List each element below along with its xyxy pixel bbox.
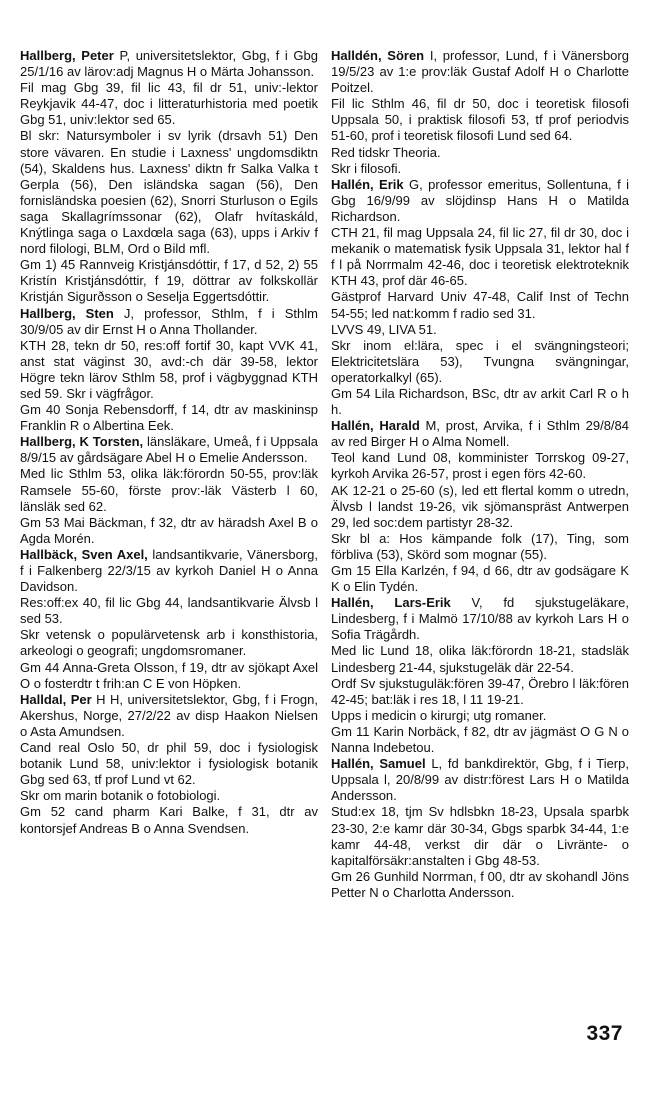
entry-paragraph (331, 289, 629, 321)
entry-paragraph (20, 402, 318, 434)
entry-paragraph (331, 676, 629, 708)
entry-text: Res:off:ex 40, fil lic Gbg 44, landsantikvarie Älvsb l sed 53. (20, 595, 318, 627)
entry-name: Hallén, Erik (331, 176, 404, 192)
entry-text: Skr vetensk o populärvetensk arb i konsthistoria, arkeologi o geografi; ungdomsromaner. (20, 627, 318, 659)
entry-text: Skr i filosofi. (331, 160, 402, 176)
entry-paragraph (331, 708, 629, 724)
entry-name: Hallberg, Sten (20, 305, 114, 321)
entry-paragraph (331, 869, 629, 901)
entry-text: J, professor, Sthlm, f i Sthlm 30/9/05 av dir Ernst H o Anna Thollander. (20, 305, 318, 337)
entry-text: Gm 11 Karin Norbäck, f 82, dtr av jägmäst O G N o Nanna Indebetou. (331, 723, 629, 756)
entry-text: Gm 44 Anna-Greta Olsson, f 19, dtr av sjökapt Axel O o fosterdtr t frih:an C E von Höpken. (20, 659, 318, 691)
entry-text: Gm 1) 45 Rannveig Kristjánsdóttir, f 17, d 52, 2) 55 Kristín Kristjánsdóttir, f 19, döttrar av folkskollär Kristján Sigurðsson o Seselja Eggertsdóttir. (20, 257, 318, 305)
entry-heading-paragraph (331, 418, 629, 450)
entry-text: länsläkare, Umeå, f i Uppsala 8/9/15 av gårdsägare Abel H o Emelie Andersson. (20, 434, 318, 466)
entry-text: Teol kand Lund 08, komminister Torrskog 09-27, kyrkoh Arvika 26-57, prost i egen förs 42-60. (331, 450, 629, 482)
entry-heading-paragraph (20, 692, 318, 740)
entry-heading-paragraph (20, 434, 318, 466)
page-number: 337 (586, 1022, 623, 1045)
entry-text: H H, universitetslektor, Gbg, f i Frogn, Akershus, Norge, 27/2/22 av disp Haakon Nielsen o Asta Amundsen. (20, 691, 319, 739)
entry-text: I, professor, Lund, f i Vänersborg 19/5/23 av 1:e prov:läk Gustaf Adolf H o Charlotte Poitzel. (331, 48, 629, 96)
entry-heading-paragraph (331, 756, 629, 804)
entry-paragraph (20, 595, 318, 627)
entry-text: AK 12-21 o 25-60 (s), led ett flertal komm o utredn, Älvsb l landst 19-26, vik sjömanspräst Antwerpen 29, led soc:dem partistyr 28-32. (331, 482, 629, 530)
entry-text: KTH 28, tekn dr 50, res:off fortif 30, kapt VVK 41, anst stat väginst 30, avd:-ch där 39-58, lektor Högre tekn lärov Sthlm 58, prof i vägbyggnad KTH sed 59. Skr i vägfrågor. (20, 337, 318, 401)
entry-paragraph (20, 338, 318, 402)
entry-text: Gm 15 Ella Karlzén, f 94, d 66, dtr av godsägare K K o Elin Tydén. (331, 563, 629, 595)
entry-paragraph (331, 145, 629, 161)
entry-paragraph (331, 643, 629, 675)
entry-paragraph (20, 257, 318, 305)
entry-paragraph (331, 804, 629, 868)
entry-paragraph (20, 627, 318, 659)
entry-paragraph (20, 80, 318, 128)
entry-text: Med lic Sthlm 53, olika läk:förordn 50-55, prov:läk Ramsele 55-60, förste prov:-läk Västerb l 60, länsläk sed 62. (20, 466, 318, 514)
entry-heading-paragraph (331, 177, 629, 225)
entry-name: Hallén, Harald (331, 418, 420, 434)
entry-text: Skr bl a: Hos kämpande folk (17), Ting, som förbliva (53), Skörd som mognar (55). (331, 530, 629, 562)
entry-text: Fil lic Sthlm 46, fil dr 50, doc i teoretisk filosofi Uppsala 50, i praktisk filosofi 53, tf prof periodvis 51-60, prof i teoretisk filosofi Lund sed 64. (331, 96, 629, 144)
entry-text: M, prost, Arvika, f i Sthlm 29/8/84 av red Birger H o Alma Nomell. (331, 418, 630, 450)
entry-name: Hallberg, Peter (20, 48, 114, 63)
entry-text: V, fd sjukstugeläkare, Lindesberg, f i Malmö 17/10/88 av kyrkoh Lars H o Sofia Trägårdh. (331, 595, 629, 643)
entry-text: Gm 26 Gunhild Norrman, f 00, dtr av skohandl Jöns Petter N o Charlotta Andersson. (331, 868, 629, 900)
entry-paragraph (331, 96, 629, 144)
left-column (20, 48, 318, 837)
entry-paragraph (20, 740, 318, 788)
entry-text: Gm 40 Sonja Rebensdorff, f 14, dtr av maskininsp Franklin R o Albertina Eek. (20, 402, 318, 434)
entry-text: Gm 53 Mai Bäckman, f 32, dtr av häradsh Axel B o Agda Morén. (20, 514, 318, 546)
entry-paragraph (331, 322, 629, 338)
entry-text: Stud:ex 18, tjm Sv hdlsbkn 18-23, Upsala sparbk 23-30, 2:e kamr där 30-34, Gbgs sparbk 34-44, 1:e kamr 44-48, verkst dir där o Livränte- o kapitalförsäkr:anstalten i Gbg 48-53. (331, 804, 629, 868)
entry-text: G, professor emeritus, Sollentuna, f i Gbg 16/9/99 av slöjdinsp Hans H o Matilda Richardson. (331, 176, 629, 224)
entry-name: Hallbäck, Sven Axel, (20, 546, 148, 562)
entry-name: Hallberg, K Torsten, (20, 434, 144, 450)
entry-paragraph (331, 225, 629, 289)
entry-text: Bl skr: Natursymboler i sv lyrik (drsavh 51) Den store vävaren. En studie i Laxness' ungdomsdiktn (54), Skaldens hus. Laxness' diktn fr Salka Valka t Gerpla (56), Den isländska sagan (56), Den fornisländska poesien (62), Snorri Sturluson o Egils saga Skallagrímssonar (62), Olafr hvítaskáld, Knýtlinga saga o Laxdœla saga (63), upps i Arkiv f nord filologi, BLM, Ord o Bild mfl. (20, 128, 318, 257)
entry-text: Cand real Oslo 50, dr phil 59, doc i fysiologisk botanik Lund 58, univ:lektor i fysiologisk botanik Gbg sed 63, tf prof Lund vt 62. (20, 740, 318, 788)
entry-paragraph (20, 466, 318, 514)
entry-text: CTH 21, fil mag Uppsala 24, fil lic 27, fil dr 30, doc i mekanik o matematisk fysik Uppsala 31, lektor hal f f l på Norrmalm 42-46, doc i teoretisk elektroteknik KTH 43, prof där 46-65. (331, 225, 629, 289)
entry-heading-paragraph (331, 48, 629, 96)
entry-heading-paragraph (20, 48, 318, 80)
entry-text: Red tidskr Theoria. (331, 144, 441, 160)
entry-text: Gm 52 cand pharm Kari Balke, f 31, dtr av kontorsjef Andreas B o Anna Svendsen. (20, 804, 318, 836)
entry-paragraph (331, 450, 629, 482)
entry-text: Skr om marin botanik o fotobiologi. (20, 788, 221, 804)
right-column (331, 48, 629, 901)
entry-paragraph (331, 724, 629, 756)
entry-paragraph (20, 515, 318, 547)
entry-paragraph (331, 483, 629, 531)
entry-paragraph (331, 338, 629, 386)
entry-text: Ordf Sv sjukstuguläk:fören 39-47, Örebro l läk:fören 42-45; bat:läk i res 18, l 11 19-21. (331, 675, 629, 707)
entry-paragraph (331, 563, 629, 595)
entry-text: landsantikvarie, Vänersborg, f i Falkenberg 22/3/15 av kyrkoh Daniel H o Anna Davidson. (20, 546, 318, 595)
entry-text: L, fd bankdirektör, Gbg, f i Tierp, Uppsala l, 20/8/99 av distr:förest Lars H o Matilda Andersson. (331, 756, 629, 804)
entry-heading-paragraph (20, 547, 318, 595)
entry-text: Gästprof Harvard Univ 47-48, Calif Inst of Techn 54-55; led nat:komm f radio sed 31. (331, 289, 629, 321)
entry-text: P, universitetslektor, Gbg, f i Gbg 25/1/16 av lärov:adj Magnus H o Märta Johansson. (20, 48, 318, 80)
entry-heading-paragraph (331, 595, 629, 643)
entry-paragraph (20, 660, 318, 692)
entry-text: Upps i medicin o kirurgi; utg romaner. (331, 707, 547, 723)
entry-text: Skr inom el:lära, spec i el svängningsteori; Elektricitetslära 53), Tvungna svängningar, operatorkalkyl (65). (331, 337, 629, 385)
entry-paragraph (331, 386, 629, 418)
entry-name: Hallén, Lars-Erik (331, 595, 451, 611)
entry-paragraph (20, 128, 318, 257)
entry-paragraph (331, 161, 629, 177)
entry-text: LVVS 49, LIVA 51. (331, 321, 437, 337)
entry-paragraph (20, 788, 318, 804)
entry-heading-paragraph (20, 306, 318, 338)
entry-text: Med lic Lund 18, olika läk:förordn 18-21, stadsläk Lindesberg 21-44, sjukstugeläk där 22-54. (331, 643, 629, 675)
entry-name: Halldén, Sören (331, 48, 425, 63)
entry-text: Fil mag Gbg 39, fil lic 43, fil dr 51, univ:-lektor Reykjavik 44-47, doc i litteraturhistoria med poetik Gbg 51, univ:lektor sed 65. (20, 80, 318, 128)
entry-paragraph (20, 804, 318, 836)
entry-text: Gm 54 Lila Richardson, BSc, dtr av arkit Carl R o h h. (331, 385, 629, 418)
entry-name: Halldal, Per (20, 691, 92, 707)
entry-paragraph (331, 531, 629, 563)
entry-name: Hallén, Samuel (331, 756, 426, 772)
